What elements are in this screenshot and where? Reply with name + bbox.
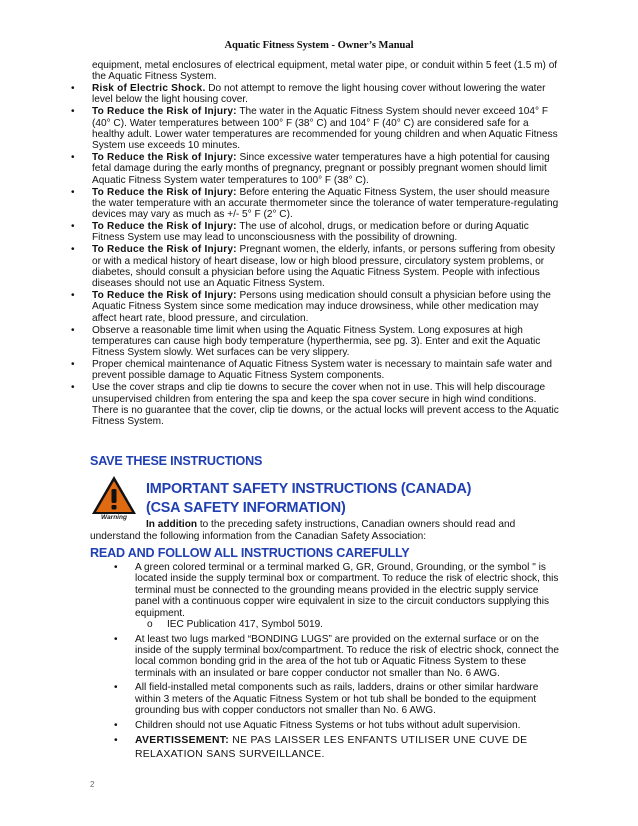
list-item-text: Observe a reasonable time limit when using the Aquatic Fitness System. Long exposures at high temperatures can cause high body temperature (hyperthermia, see pg. 3). Enter and exit the Aquatic Fitness System slowly. Wet surfaces can be very slippery. [92, 324, 541, 359]
list-item-text: NE PAS LAISSER LES ENFANTS UTILISER UNE CUVE DE RELAXATION SANS SURVEILLANCE. [135, 735, 528, 760]
sub-list-item-text: IEC Publication 417, Symbol 5019. [167, 619, 323, 631]
bullet-icon: • [114, 682, 118, 694]
bullet-icon: • [71, 186, 75, 198]
bullet-icon: • [114, 719, 118, 731]
safety-list [71, 60, 562, 428]
list-item-keyword: To Reduce the Risk of Injury: [92, 221, 237, 233]
list-item [71, 221, 562, 244]
bullet-icon: • [71, 106, 75, 118]
list-item [71, 186, 562, 221]
list-item-text: Use the cover straps and clip tie downs to secure the cover when not in use. This will help discourage unsupervised children from entering the spa and keep the spa cover secure in high wind conditions. There is no guarantee that the cover, clip tie downs, or the actual locks will prevent access to the Aquatic Fitness System. [92, 382, 559, 428]
list-item [71, 359, 562, 382]
bullet-icon: • [114, 633, 118, 645]
list-item [71, 382, 562, 428]
list-item-text: At least two lugs marked “BONDING LUGS” are provided on the external surface or on the inside of the supply terminal box/compartment. To reduce the risk of electric shock, connect the local common bonding grid in the area of the hot tub or Aquatic Fitness System to these terminals with an insulated or bare copper conductor not smaller than No. 6 AWG. [135, 633, 559, 679]
bullet-icon: • [71, 359, 75, 371]
list-item-keyword: To Reduce the Risk of Injury: [92, 106, 237, 118]
sub-bullet-icon: o [147, 619, 153, 631]
important-line-1: IMPORTANT SAFETY INSTRUCTIONS (CANADA) [146, 481, 472, 497]
list-item-continuation [92, 60, 562, 83]
sub-list-item [135, 619, 565, 630]
list-item-keyword: Risk of Electric Shock [92, 83, 203, 95]
list-item [71, 324, 562, 359]
list-item-avertissement [114, 734, 565, 761]
read-follow-heading: READ AND FOLLOW ALL INSTRUCTIONS CAREFULLY [90, 546, 410, 560]
list-item [71, 290, 562, 324]
canada-list [114, 562, 565, 765]
list-item-separator: . [202, 83, 206, 95]
list-item-keyword: To Reduce the Risk of Injury: [92, 152, 237, 164]
list-item-text: Children should not use Aquatic Fitness Systems or hot tubs without adult supervision. [135, 719, 521, 731]
warning-icon-label: Warning [101, 514, 127, 521]
list-item [114, 719, 565, 731]
list-item-text: All field-installed metal components such as rails, ladders, drains or other similar hardware within 3 meters of the Aquatic Fitness System or hot tub shall be bonded to the equipment grounding bus with copper conductors not smaller than No. 6 AWG. [135, 682, 539, 717]
bullet-icon: • [71, 244, 75, 256]
list-item [114, 633, 565, 680]
list-item-text: Do not attempt to remove the light housing cover without lowering the water level below the light housing cover. [92, 83, 546, 106]
list-item [71, 244, 562, 290]
list-item-keyword: To Reduce the Risk of Injury: [92, 186, 237, 198]
bullet-icon: • [114, 735, 118, 747]
intro-bold: In addition [146, 519, 198, 530]
list-item-text: The use of alcohol, drugs, or medication before or during Aquatic Fitness System use may lead to unconsciousness with the possibility of drowning. [92, 221, 529, 244]
avertissement-label: AVERTISSEMENT: [135, 735, 230, 747]
important-safety-heading [146, 480, 471, 517]
list-item-keyword: To Reduce the Risk of Injury: [92, 290, 237, 302]
list-item-text: A green colored terminal or a terminal marked G, GR, Ground, Grounding, or the symbol " is located inside the supply terminal box or compartment. To reduce the risk of electric shock, this terminal must be connected to the grounding means provided in the electric supply service panel with a continuous copper wire equivalent in size to the circuit conductors supplying this equipment. [135, 562, 559, 619]
list-item [71, 152, 562, 186]
list-item-keyword: To Reduce the Risk of Injury: [92, 244, 237, 256]
save-instructions-heading: SAVE THESE INSTRUCTIONS [90, 454, 263, 468]
intro-text: to the preceding safety instructions, Canadian owners should read and understand the following information from the Canadian Safety Association: [90, 519, 516, 542]
bullet-icon: • [71, 152, 75, 164]
page-number: 2 [90, 780, 95, 789]
bullet-icon: • [71, 221, 75, 233]
list-item [71, 106, 562, 152]
list-item-text: The water in the Aquatic Fitness System should never exceed 104° F (40° C). Water temperatures between 100° F (38° C) and 104° F (40° C) are considered safe for a healthy adult. Lower water temperatures are recommended for young children and when Aquatic Fitness System use exceeds 10 minutes. [92, 106, 558, 152]
important-line-2: (CSA SAFETY INFORMATION) [146, 499, 346, 516]
list-item-text: Before entering the Aquatic Fitness System, the user should measure the water temperature with an accurate thermometer since the tolerance of water temperature-regulating devices may vary as much as +/- 5° F (2° C). [92, 186, 559, 221]
bullet-icon: • [71, 290, 75, 302]
list-item-text: Pregnant women, the elderly, infants, or persons suffering from obesity or with a medical history of heart disease, low or high blood pressure, circulatory system problems, or diabetes, should consult a physician before using the Aquatic Fitness System. People with infectious diseases should not use an Aquatic Fitness System. [92, 244, 556, 290]
canada-intro-paragraph [90, 519, 560, 543]
bullet-icon: • [71, 382, 75, 394]
bullet-icon: • [71, 83, 75, 95]
bullet-icon: • [71, 324, 75, 336]
list-item [114, 562, 565, 631]
bullet-icon: • [114, 562, 118, 573]
list-item [114, 682, 565, 717]
list-item-text: equipment, metal enclosures of electrical equipment, metal water pipe, or conduit within 5 feet (1.5 m) of the Aquatic Fitness System. [92, 60, 558, 83]
list-item [71, 83, 562, 106]
list-item-text: Proper chemical maintenance of Aquatic Fitness System water is necessary to maintain safe water and prevent possible damage to Aquatic Fitness System components. [92, 359, 553, 382]
list-item-text: Since excessive water temperatures have a high potential for causing fetal damage during the early months of pregnancy, pregnant or possibly pregnant women should limit Aquatic Fitness System water temperatures to 100° F (38° C). [92, 152, 550, 186]
list-item-text: Persons using medication should consult a physician before using the Aquatic Fitness System since some medication may induce drowsiness, while other medication may affect heart rate, blood pressure, and circulation. [92, 290, 551, 324]
warning-triangle-icon [90, 474, 138, 516]
page-header: Aquatic Fitness System - Owner’s Manual [224, 40, 414, 51]
